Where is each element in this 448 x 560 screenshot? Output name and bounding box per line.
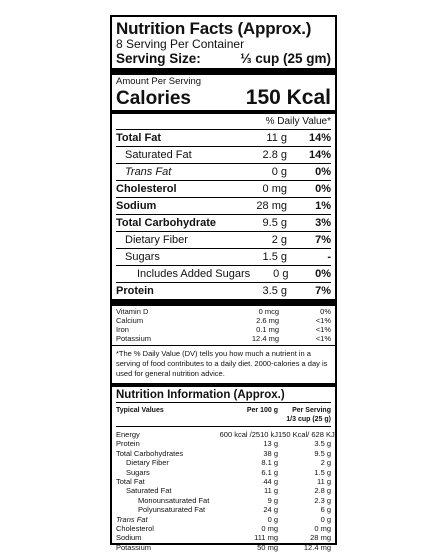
nutrient-name: Total Carbohydrate xyxy=(116,217,217,229)
info-row xyxy=(116,486,331,495)
mineral-amount: 12.4 mg xyxy=(251,334,279,343)
daily-value-header: % Daily Value* xyxy=(116,114,331,130)
nutrient-name: Sugars xyxy=(125,251,160,263)
nutrient-dv: 0% xyxy=(315,183,331,195)
info-serving: 11 g xyxy=(316,477,331,487)
nutrient-amount: 1.5 g xyxy=(262,251,287,263)
daily-value-footnote: *The % Daily Value (DV) tells you how much a nutrient in a serving of food contributes to a daily diet. 2000-calories a day is used for general nutrition advice. xyxy=(112,345,335,383)
mineral-name: Potassium xyxy=(116,334,152,343)
info-per100: 0 g xyxy=(267,514,278,524)
mineral-amount: 2.6 mg xyxy=(256,316,279,325)
divider-thin xyxy=(116,426,331,427)
col-per-serving xyxy=(278,406,331,424)
info-name: Polyunsaturated Fat xyxy=(138,505,206,515)
info-name: Saturated Fat xyxy=(126,486,172,496)
info-name: Sugars xyxy=(126,467,150,477)
nutrition-label xyxy=(110,15,337,552)
nutrient-amount: 3.5 g xyxy=(262,285,287,297)
nutrient-row-dietary-fiber xyxy=(116,232,331,249)
label-title: Nutrition Facts (Approx.) xyxy=(116,19,312,38)
info-row xyxy=(116,543,331,552)
info-name: Monounsaturated Fat xyxy=(138,495,210,505)
info-row xyxy=(116,524,331,533)
info-serving: 12.4 mg xyxy=(303,542,331,552)
info-serving: 3.5 g xyxy=(314,439,331,449)
info-name: Protein xyxy=(116,439,140,449)
info-title: Nutrition Information (Approx.) xyxy=(116,389,285,401)
divider-thick xyxy=(112,299,335,306)
nutrient-row-trans-fat xyxy=(116,164,331,181)
divider-thick xyxy=(112,68,335,75)
info-per100: 13 g xyxy=(263,439,278,449)
info-name: Trans Fat xyxy=(116,514,148,524)
nutrient-dv: 14% xyxy=(308,149,331,161)
nutrient-row-protein xyxy=(116,283,331,299)
info-row xyxy=(116,449,331,458)
nutrient-dv: 0% xyxy=(315,268,331,280)
nutrient-name: Includes Added Sugars xyxy=(137,268,251,280)
nutrient-row-added-sugars xyxy=(116,266,331,283)
serving-size-row xyxy=(116,51,331,66)
nutrient-dv: 3% xyxy=(315,217,331,229)
info-per100: 6.1 g xyxy=(261,467,278,477)
info-serving: 2.3 g xyxy=(314,495,331,505)
info-name: Total Fat xyxy=(116,477,145,487)
info-row xyxy=(116,496,331,505)
nutrient-amount: 2 g xyxy=(271,234,287,246)
nutrient-amount: 9.5 g xyxy=(262,217,287,229)
mineral-name: Calcium xyxy=(116,316,144,325)
info-name: Potassium xyxy=(116,542,152,552)
info-row xyxy=(116,477,331,486)
col-per-100g: Per 100 g xyxy=(246,407,278,414)
mineral-dv: <1% xyxy=(315,325,331,334)
mineral-name: Iron xyxy=(116,325,129,334)
mineral-dv: <1% xyxy=(315,334,331,343)
mineral-amount: 0 mcg xyxy=(258,307,279,316)
nutrient-name: Total Fat xyxy=(116,132,162,144)
info-serving: 0 g xyxy=(320,514,331,524)
info-name: Total Carbohydrates xyxy=(116,448,184,458)
nutrient-name: Sodium xyxy=(116,200,157,212)
info-per100: 9 g xyxy=(267,495,278,505)
info-name: Energy xyxy=(116,430,140,439)
nutrient-dv: 7% xyxy=(315,285,331,297)
nutrient-amount: 2.8 g xyxy=(262,149,287,161)
info-row xyxy=(116,439,331,448)
nutrient-amount: 0 mg xyxy=(262,183,287,195)
nutrient-row-total-fat xyxy=(116,130,331,147)
info-serving: 150 Kcal/ 628 KJ xyxy=(278,430,335,439)
info-per100: 38 g xyxy=(263,448,278,458)
servings-per-container: 8 Serving Per Container xyxy=(116,37,245,51)
nutrient-amount: 0 g xyxy=(273,268,289,280)
info-per100: 8.1 g xyxy=(261,458,278,468)
info-per100: 44 g xyxy=(263,477,278,487)
nutrient-amount: 0 g xyxy=(271,166,287,178)
info-per100: 50 mg xyxy=(257,542,278,552)
nutrient-row-sugars xyxy=(116,249,331,266)
info-name: Sodium xyxy=(116,533,142,543)
nutrient-dv: 1% xyxy=(315,200,331,212)
info-serving: 6 g xyxy=(320,505,331,515)
nutrient-row-cholesterol xyxy=(116,181,331,198)
nutrient-dv: 7% xyxy=(315,234,331,246)
mineral-row xyxy=(116,307,331,316)
info-name: Cholesterol xyxy=(116,524,154,534)
mineral-dv: <1% xyxy=(315,316,331,325)
nutrient-name: Protein xyxy=(116,285,154,297)
info-row xyxy=(116,430,335,439)
info-per100: 11 g xyxy=(263,486,278,496)
nutrient-amount: 11 g xyxy=(266,132,287,144)
info-row xyxy=(116,515,331,524)
amount-per-serving: Amount Per Serving xyxy=(116,76,202,87)
minerals-list xyxy=(116,306,331,345)
nutrient-row-sodium xyxy=(116,198,331,215)
info-serving: 2.8 g xyxy=(314,486,331,496)
info-serving: 1.5 g xyxy=(314,467,331,477)
mineral-row xyxy=(116,316,331,325)
info-row xyxy=(116,533,331,542)
info-row xyxy=(116,505,331,514)
nutrient-name: Cholesterol xyxy=(116,183,177,195)
nutrient-amount: 28 mg xyxy=(256,200,287,212)
nutrient-dv: 0% xyxy=(315,166,331,178)
serving-size-label: Serving Size: xyxy=(116,51,201,66)
info-row xyxy=(116,468,331,477)
info-per100: 24 g xyxy=(263,505,278,515)
mineral-row xyxy=(116,325,331,334)
info-name: Dietary Fiber xyxy=(126,458,169,468)
col-per-serving-line1: Per Serving xyxy=(292,407,331,414)
nutrient-dv: - xyxy=(327,251,331,263)
info-serving: 0 mg xyxy=(314,524,331,534)
info-serving: 9.5 g xyxy=(314,448,331,458)
calories-label: Calories xyxy=(116,88,191,109)
nutrient-row-total-carbohydrate xyxy=(116,215,331,232)
nutrient-name: Dietary Fiber xyxy=(125,234,188,246)
info-per100: 600 kcal /2510 kJ xyxy=(219,430,278,439)
nutrient-name: Saturated Fat xyxy=(125,149,192,161)
col-per-serving-line2: 1/3 cup (25 g) xyxy=(286,416,331,423)
info-per100: 0 mg xyxy=(261,524,278,534)
nutrient-dv: 14% xyxy=(308,132,331,144)
nutrient-name: Trans Fat xyxy=(125,166,172,178)
nutrient-row-saturated-fat xyxy=(116,147,331,164)
serving-size-value: ⅓ cup (25 gm) xyxy=(240,51,331,66)
info-table-header xyxy=(116,402,331,424)
info-serving: 2 g xyxy=(320,458,331,468)
mineral-name: Vitamin D xyxy=(116,307,149,316)
info-per100: 111 mg xyxy=(254,533,278,543)
calories-value: 150 Kcal xyxy=(245,86,331,109)
mineral-dv: 0% xyxy=(320,307,331,316)
info-row xyxy=(116,458,331,467)
calories-row xyxy=(116,87,331,110)
mineral-amount: 0.1 mg xyxy=(256,325,279,334)
col-typical-values: Typical Values xyxy=(116,407,164,414)
info-serving: 28 mg xyxy=(310,533,331,543)
mineral-row xyxy=(116,334,331,343)
